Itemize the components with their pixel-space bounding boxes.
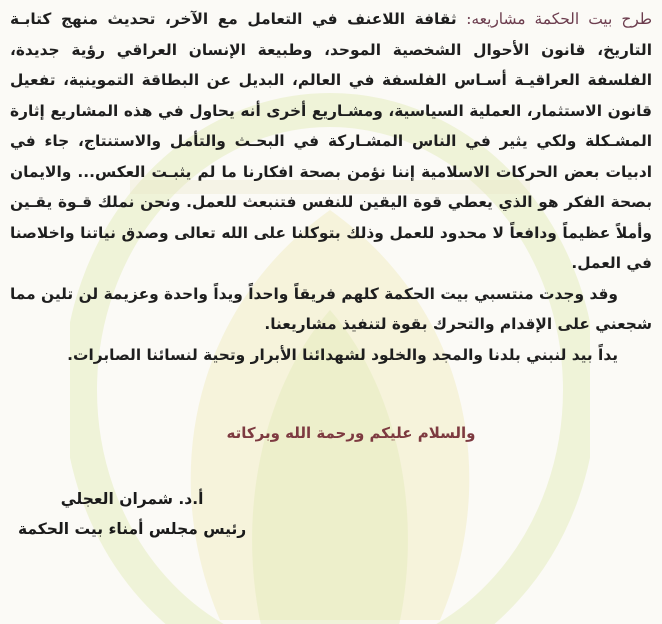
paragraph-2: وقد وجدت منتسبي بيت الحكمة كلهم فريقاً واحداً ويداً واحدة وعزيمة لن تلين مما شجعني على الإقدام والتحرك بقوة لتنفيذ مشاريعنا. [10,284,652,333]
signature-block [18,484,246,544]
closing-greeting [0,424,662,442]
paragraph-3: يداً بيد لنبني بلدنا والمجد والخلود لشهدائنا الأبرار وتحية لنسائنا الصابرات. [67,345,618,364]
signature-title: رئيس مجلس أمناء بيت الحكمة [18,520,247,538]
closing-text: والسلام عليكم ورحمة الله وبركاته [226,424,476,442]
paragraph-1-text: ثقافة اللاعنف في التعامل مع الآخر، تحديث منهج كتابـة التاريخ، قانون الأحوال الشخصية الموحد، وطبيعة الإنسان العراقي رؤية جديدة، الفلسفة العراقيـة أسـاس الفلسفة في العالم، البديل عن البطاقة التموينية، تفعيل قانون الاستثمار، العملية السياسية، ومشـاريع أخرى أنه يحاول في هذه المشاريع إثارة المشـكلة ولكي يثير في الناس المشـاركة في البحـث والتأمل والاستنتاج، جاء في ادبيات بعض الحركات الاسلامية إننا نؤمن بصحة افكارنا ما لم يثبـت العكس... والايمان بصحة الفكر هو الذي يعطي قوة اليقين للنفس فتنبعث للعمل. ونحن نملك قـوة يقـين وأملاً عظيماً ودافعاً لا محدود للعمل وذلك بتوكلنا على الله تعالى وصدق نياتنا واخلاصنا في العمل. [10,10,652,272]
letter-body [10,4,652,370]
intro-label: طرح بيت الحكمة مشاريعه: [466,10,652,28]
signature-name: أ.د. شمران العجلي [60,490,204,508]
paragraph-1 [10,4,652,279]
